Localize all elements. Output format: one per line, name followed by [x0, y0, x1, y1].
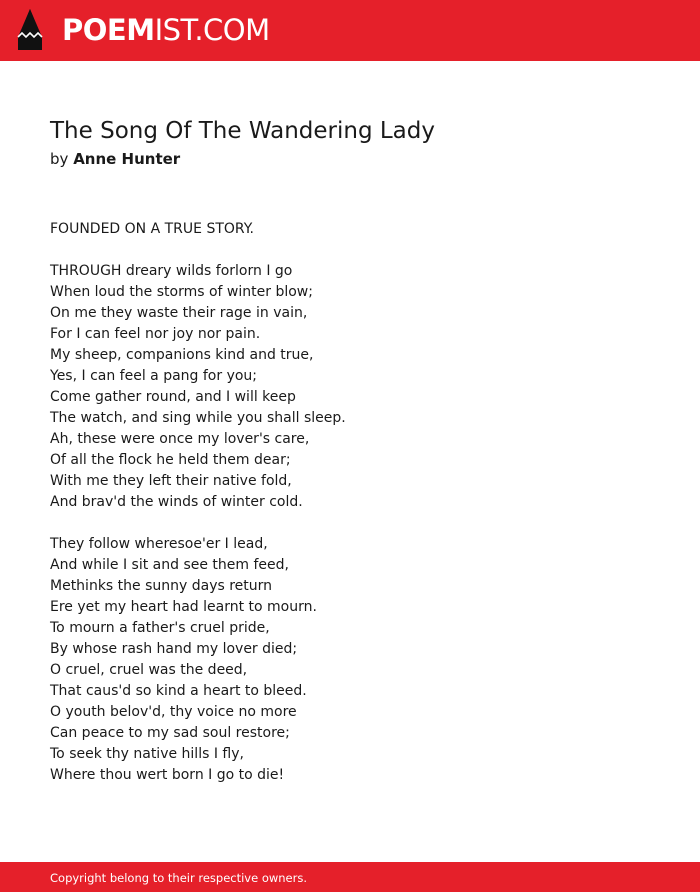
- poem-line: Come gather round, and I will keep: [50, 389, 296, 405]
- poem-line: To seek thy native hills I fly,: [50, 746, 244, 762]
- poem-line: Methinks the sunny days return: [50, 578, 273, 594]
- poem-line: The watch, and sing while you shall sleep.: [50, 410, 346, 426]
- poem-line: By whose rash hand my lover died;: [50, 641, 298, 657]
- stanza-break: [50, 513, 650, 534]
- site-header: [0, 0, 700, 61]
- poem-line: Ere yet my heart had learnt to mourn.: [50, 599, 317, 615]
- poem-line: O youth belov'd, thy voice no more: [50, 704, 297, 720]
- poem-line: On me they waste their rage in vain,: [50, 305, 308, 321]
- poem-title: The Song Of The Wandering Lady: [50, 118, 435, 144]
- poem-line: For I can feel nor joy nor pain.: [50, 326, 261, 342]
- pencil-icon[interactable]: [17, 9, 43, 51]
- author-name[interactable]: Anne Hunter: [73, 150, 181, 168]
- brand-name-strong: POEM: [62, 13, 155, 47]
- poem-line: With me they left their native fold,: [50, 473, 292, 489]
- site-logo[interactable]: [62, 12, 270, 48]
- poem-line: Of all the flock he held them dear;: [50, 452, 291, 468]
- poem-line: Ah, these were once my lover's care,: [50, 431, 310, 447]
- poem-line: And brav'd the winds of winter cold.: [50, 494, 303, 510]
- poem-line: When loud the storms of winter blow;: [50, 284, 313, 300]
- poem-line: They follow wheresoe'er I lead,: [50, 536, 268, 552]
- copyright-notice: Copyright belong to their respective owners.: [50, 871, 308, 885]
- poem-body: [50, 219, 650, 786]
- poem-line: FOUNDED ON A TRUE STORY.: [50, 221, 254, 237]
- poem-line: Yes, I can feel a pang for you;: [50, 368, 258, 384]
- poem-line: My sheep, companions kind and true,: [50, 347, 314, 363]
- poem-line: And while I sit and see them feed,: [50, 557, 289, 573]
- site-footer: [0, 862, 700, 892]
- poem-line: Can peace to my sad soul restore;: [50, 725, 290, 741]
- poem-line: THROUGH dreary wilds forlorn I go: [50, 263, 293, 279]
- byline: [50, 149, 180, 169]
- poem-line: O cruel, cruel was the deed,: [50, 662, 248, 678]
- poem-line: To mourn a father's cruel pride,: [50, 620, 270, 636]
- poem-line: That caus'd so kind a heart to bleed.: [50, 683, 307, 699]
- stanza-break: [50, 240, 650, 261]
- brand-name-light: IST.COM: [154, 13, 270, 47]
- by-label: by: [50, 150, 69, 168]
- poem-line: Where thou wert born I go to die!: [50, 767, 285, 783]
